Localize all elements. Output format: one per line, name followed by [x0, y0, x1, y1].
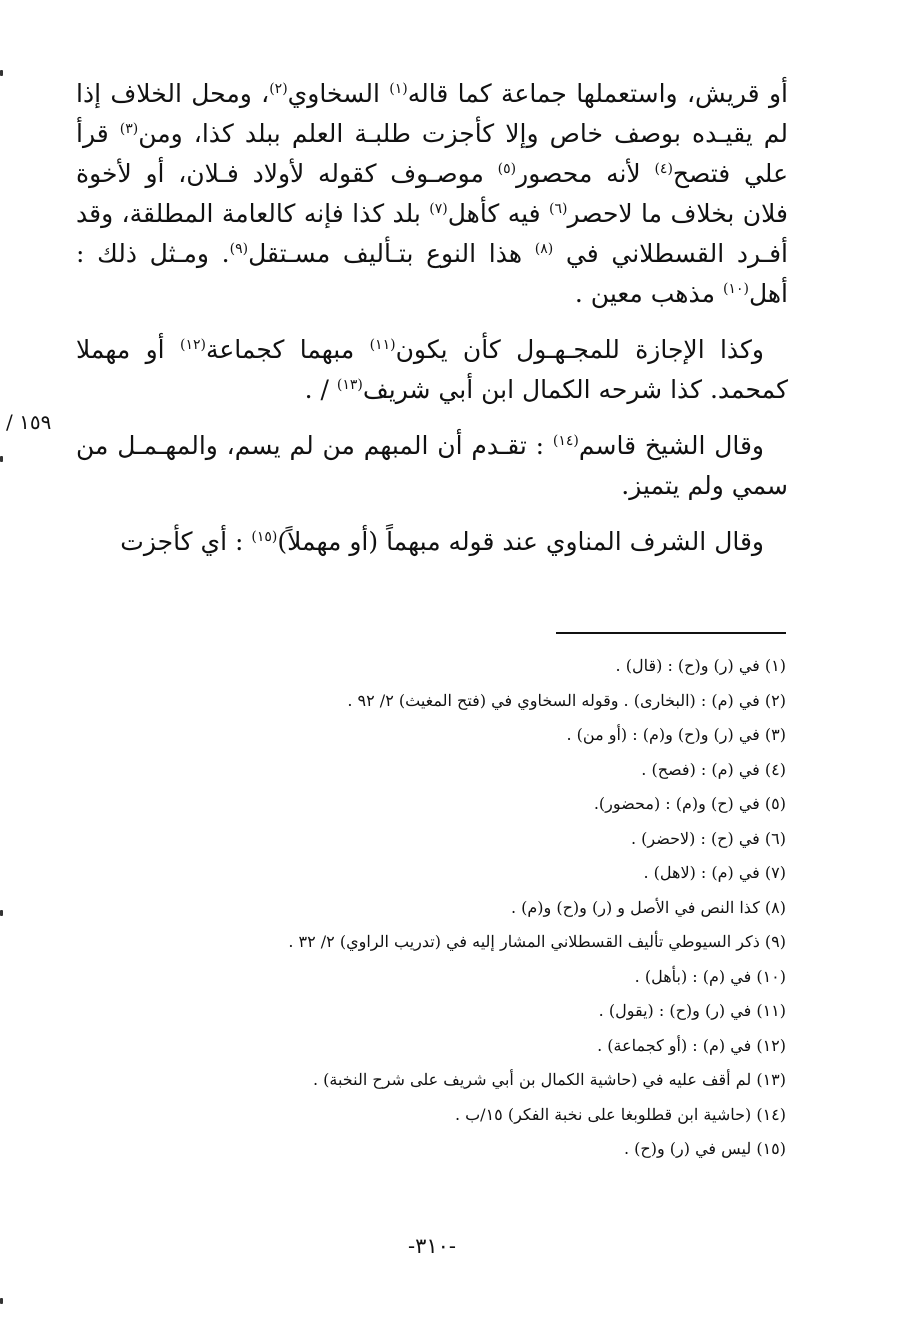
footnotes-list — [150, 649, 786, 1167]
paragraph-2 — [76, 330, 788, 410]
footnote-ref-6[interactable]: (٦) — [549, 201, 568, 217]
text-run: : أي كأجزت — [120, 527, 252, 556]
manuscript-folio-marker: ١٥٩ / — [6, 410, 52, 434]
footnote-ref-7[interactable]: (٧) — [429, 201, 448, 217]
text-run: ، ومحل الخلاف إذا لم يقيـده بوصف خاص وإلا كأجزت طلبـة العلم ببلد كذا، ومن — [76, 79, 788, 148]
text-run: وقال الشرف المناوي عند قوله مبهماً (أو مهملاً) — [277, 527, 764, 556]
text-run: السخاوي — [287, 79, 390, 108]
footnote-ref-15[interactable]: (١٥) — [251, 529, 278, 545]
footnote-ref-2[interactable]: (٢) — [269, 81, 288, 97]
text-run: وقال الشيخ قاسم — [578, 431, 764, 460]
text-run: بلد كذا فإنه كالعامة المطلقة، وقد أفـرد القسطلاني في — [76, 199, 789, 268]
margin-mark — [0, 456, 3, 462]
text-run: فيه كأهل — [447, 199, 550, 228]
text-run: قرأ علي فتصح — [76, 119, 788, 188]
footnote-ref-12[interactable]: (١٢) — [179, 337, 206, 353]
footnote-item: (٣) في (ر) و(ح) و(م) : (أو من) . — [566, 725, 786, 744]
footnote-item: (٧) في (م) : (لاهل) . — [643, 863, 786, 882]
text-run: / . — [304, 375, 337, 404]
footnote-ref-5[interactable]: (٥) — [497, 161, 517, 177]
text-run: هذا النوع بتـأليف مسـتقل — [248, 239, 535, 268]
footnote-item: (١٣) لم أقف عليه في (حاشية الكمال بن أبي شريف على شرح النخبة) . — [312, 1070, 786, 1089]
paragraph-4 — [76, 522, 788, 562]
footnote-separator — [556, 632, 786, 634]
footnote-ref-14[interactable]: (١٤) — [552, 433, 579, 449]
footnote-ref-4[interactable]: (٤) — [654, 161, 673, 177]
margin-mark — [0, 70, 3, 76]
text-run: أو مهملا كمحمد. كذا شرحه الكمال ابن أبي شريف — [76, 335, 788, 404]
paragraph-3 — [76, 426, 788, 506]
margin-mark — [0, 1298, 3, 1304]
footnote-item: (٥) في (ح) و(م) : (محضور). — [593, 794, 786, 813]
footnote-item: (٩) ذكر السيوطي تأليف القسطلاني المشار إليه في (تدريب الراوي) ٢/ ٣٢ . — [288, 932, 786, 951]
main-text — [76, 74, 788, 562]
footnote-item: (١١) في (ر) و(ح) : (يقول) . — [598, 1001, 786, 1020]
margin-mark — [0, 910, 3, 916]
text-run: مبهما كجماعة — [205, 335, 370, 364]
footnote-item: (١٤) (حاشية ابن قطلوبغا على نخبة الفكر) ١٥/ب . — [454, 1104, 786, 1124]
footnote-ref-8[interactable]: (٨) — [534, 241, 554, 257]
text-run: موصـوف كقوله لأولاد فـلان، أو لأخوة فلان بخلاف ما لاحصر — [76, 159, 788, 228]
footnote-item: (١٥) ليس في (ر) و(ح) . — [623, 1139, 786, 1158]
footnote-item: (٢) في (م) : (البخارى) . وقوله السخاوي في (فتح المغيث) ٢/ ٩٢ . — [347, 690, 786, 710]
text-run: أو قريش، واستعملها جماعة كما قاله — [407, 79, 788, 108]
footnote-ref-11[interactable]: (١١) — [369, 337, 396, 353]
footnote-ref-3[interactable]: (٣) — [119, 121, 139, 137]
footnote-ref-10[interactable]: (١٠) — [722, 281, 749, 297]
paragraph-1 — [76, 74, 788, 314]
footnote-ref-13[interactable]: (١٣) — [336, 377, 363, 393]
footnote-ref-1[interactable]: (١) — [389, 81, 408, 97]
page-number: -٣١٠- — [407, 1234, 457, 1258]
footnote-item: (٦) في (ح) : (لاحضر) . — [631, 828, 786, 848]
footnote-item: (٤) في (م) : (فصح) . — [641, 759, 786, 779]
footnote-ref-9[interactable]: (٩) — [229, 241, 249, 257]
text-run: لأنه محصور — [516, 159, 655, 188]
text-run: وكذا الإجازة للمجـهـول كأن يكون — [395, 335, 765, 364]
footnote-item: (٨) كذا النص في الأصل و (ر) و(ح) و(م) . — [510, 897, 786, 917]
text-run: : تقـدم أن المبهم من لم يسم، والمهـمـل من سمي ولم يتميز. — [76, 431, 788, 500]
footnote-item: (١٢) في (م) : (أو كجماعة) . — [597, 1035, 786, 1055]
text-run: مذهب معين . — [574, 279, 723, 308]
footnote-item: (١٠) في (م) : (بأهل) . — [634, 966, 786, 986]
footnote-item: (١) في (ر) و(ح) : (قال) . — [615, 656, 786, 675]
text-run: . ومـثل ذلك : أهل — [76, 239, 788, 308]
